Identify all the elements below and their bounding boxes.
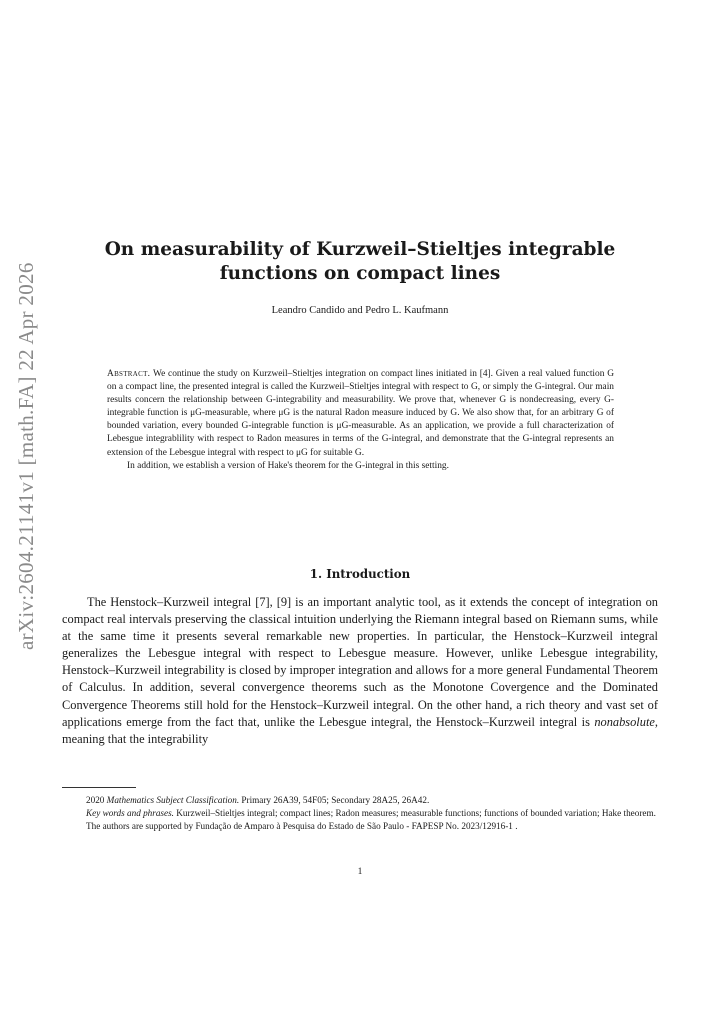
footnotes-block [62, 794, 658, 833]
abstract-paragraph-2: In addition, we establish a version of Hake's theorem for the G-integral in this setting. [127, 460, 449, 471]
page-number: 1 [357, 867, 363, 877]
title-line-2: functions on compact lines [219, 263, 501, 284]
footnote-msc [62, 794, 658, 807]
abstract-block [107, 368, 614, 473]
msc-text: Primary 26A39, 54F05; Secondary 28A25, 26A42. [239, 795, 430, 805]
keywords-text: Kurzweil–Stieltjes integral; compact lines; Radon measures; measurable functions; functions of bounded variation; Hake theorem. [173, 808, 656, 819]
msc-prefix: 2020 [86, 795, 107, 805]
footnote-keywords [62, 807, 658, 820]
section-heading-introduction: 1. Introduction [309, 567, 411, 581]
title-line-1: On measurability of Kurzweil–Stieltjes integrable [104, 239, 616, 260]
footnote-support: The authors are supported by Fundação de Amparo à Pesquisa do Estado de São Paulo - FAPESP No. 2023/12916-1 . [86, 821, 518, 832]
paper-title [90, 238, 630, 286]
footnote-divider [62, 787, 136, 788]
abstract-paragraph-1 [107, 368, 614, 460]
intro-emphasis: nonabsolute [594, 714, 655, 729]
abstract-text: We continue the study on Kurzweil–Stieltjes integration on compact lines initiated in [4]. Given a real valued function G on a compact line, the presented integral is called the Kurzweil–Stieltjes integral with respect to G, or simply the G-integral. Our main results concern the relationship between G-integrability and measurability. We prove that, whenever G is nondecreasing, every G-integrable function is μG-measurable, where μG is the natural Radon measure induced by G. We also show that, for an arbitrary G of bounded variation, every bounded G-integrable function is μG-measurable. As an application, we provide a full characterization of Lebesgue integrablility with respect to Radon measures in terms of the G-integral, and demonstrate that the G-integral represents an extension of the Lebesgue integral with respect to μG for suitable G. [107, 369, 614, 458]
author-list: Leandro Candido and Pedro L. Kaufmann [271, 305, 449, 316]
intro-text-part-2: , meaning that the integrability [62, 714, 658, 746]
abstract-label: Abstract. [107, 369, 151, 379]
introduction-paragraph [62, 594, 658, 748]
arxiv-identifier-stamp: arXiv:2604.21141v1 [math.FA] 22 Apr 2026 [14, 262, 38, 650]
msc-label: Mathematics Subject Classification. [106, 795, 240, 805]
intro-text-part-1: The Henstock–Kurzweil integral [7], [9] is an important analytic tool, as it extends the concept of integration on compact real intervals preserving the classical intuition underlying the Riemann integral based on Riemann sums, while at the same time it presents several remarkable new properties. In particular, the Henstock–Kurzweil integral generalizes the Lebesgue integral with respect to Lebesgue measure. However, unlike Lebesgue integrability, Henstock–Kurzweil integrability is closed by improper integration and allows for a more general Fundamental Theorem of Calculus. In addition, several convergence theorems such as the Monotone Covergence and the Dominated Convergence Theorems still hold for the Henstock–Kurzweil integral. On the other hand, a rich theory and vast set of applications emerge from the fact that, unlike the Lebesgue integral, the Henstock–Kurzweil integral is [62, 595, 658, 729]
keywords-label: Key words and phrases. [86, 808, 174, 819]
